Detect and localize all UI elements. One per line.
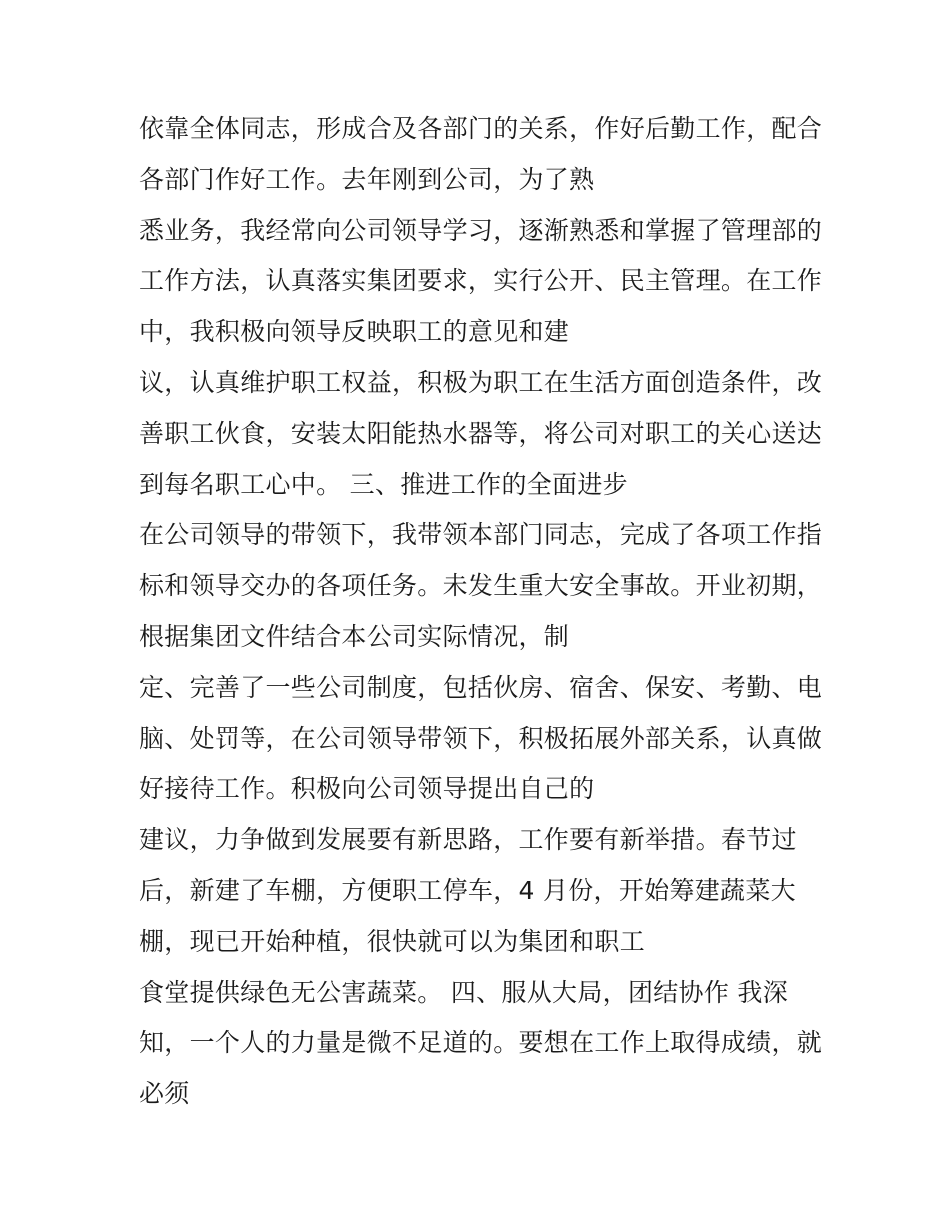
body-text — [139, 104, 829, 1120]
text-line: 知，一个人的力量是微不足道的。要想在工作上取得成绩，就 — [139, 1028, 823, 1058]
text-line: 悉业务，我经常向公司领导学习，逐渐熟悉和掌握了管理部的 — [139, 215, 823, 245]
text-line: 后，新建了车棚，方便职工停车，4 月份，开始筹建蔬菜大 — [139, 875, 796, 905]
text-line: 脑、处罚等，在公司领导带领下，积极拓展外部关系，认真做 — [139, 723, 823, 753]
text-line: 食堂提供绿色无公害蔬菜。 四、服从大局，团结协作 我深 — [139, 977, 788, 1007]
text-line: 建议，力争做到发展要有新思路，工作要有新举措。春节过 — [139, 825, 797, 855]
text-line: 棚，现已开始种植，很快就可以为集团和职工 — [139, 926, 646, 956]
text-line: 根据集团文件结合本公司实际情况，制 — [139, 621, 570, 651]
text-line: 到每名职工心中。 三、推进工作的全面进步 — [139, 469, 628, 499]
text-line: 善职工伙食，安装太阳能热水器等，将公司对职工的关心送达 — [139, 418, 823, 448]
text-line: 各部门作好工作。去年刚到公司，为了熟 — [139, 164, 595, 194]
text-line: 中，我积极向领导反映职工的意见和建 — [139, 317, 570, 347]
text-line: 议，认真维护职工权益，积极为职工在生活方面创造条件，改 — [139, 367, 823, 397]
text-line: 在公司领导的带领下，我带领本部门同志，完成了各项工作指 — [139, 520, 823, 550]
text-line: 工作方法，认真落实集团要求，实行公开、民主管理。在工作 — [139, 266, 823, 296]
text-line: 依靠全体同志，形成合及各部门的关系，作好后勤工作，配合 — [139, 114, 823, 143]
text-line: 好接待工作。积极向公司领导提出自己的 — [139, 774, 595, 804]
text-line: 必须 — [139, 1079, 190, 1109]
text-line: 标和领导交办的各项任务。未发生重大安全事故。开业初期， — [139, 571, 823, 601]
text-line: 定、完善了一些公司制度，包括伙房、宿舍、保安、考勤、电 — [139, 672, 823, 702]
